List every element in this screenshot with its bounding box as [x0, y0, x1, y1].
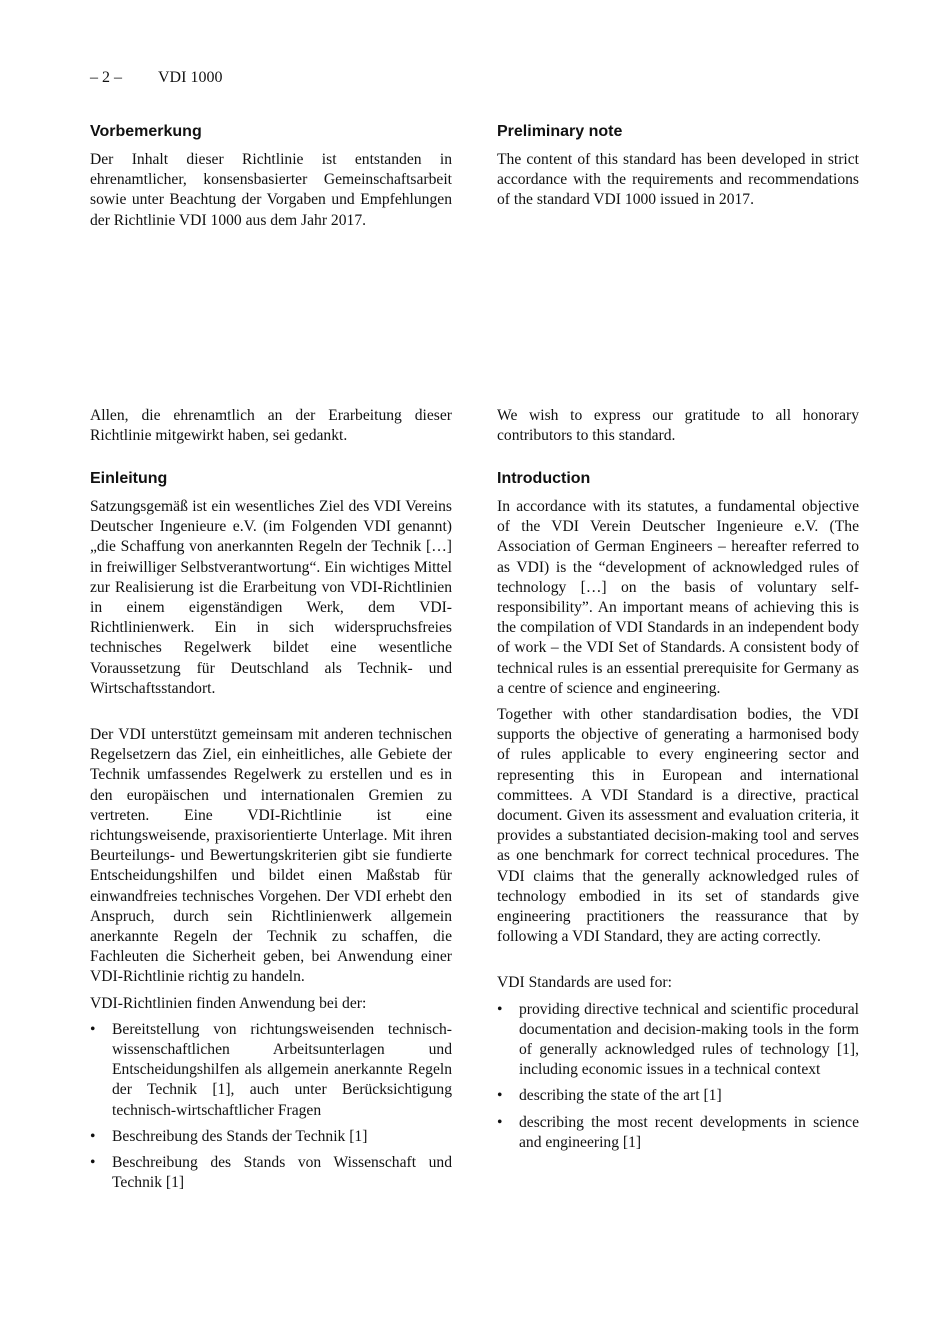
- preface-heading-en: Preliminary note: [497, 123, 623, 140]
- introduction-para2-en: Together with other standardisation bodies, the VDI supports the objective of generating a harmonised body of rules applicable to every engineering sector and representing this in European and international committees. A VDI Standard is a directive, practical document. Given its assessment and evaluation criteria, it provides a substantiated decision-making tool and serves as one benchmark for correct technical procedures. The VDI claims that the generally acknowledged rules of technology embodied in its set of standards give engineering practitioners the reassurance that by following a VDI Standard, they are acting correctly.: [497, 706, 859, 946]
- list-item: • describing the most recent developments in science and engineering [1]: [497, 1113, 859, 1153]
- introduction-para1-de: Satzungsgemäß ist ein wesentliches Ziel des VDI Vereins Deutscher Ingenieure e.V. (im Folgenden VDI genannt) „die Schaffung von anerkannten Regeln der Technik […] in freiwilliger Selbstverantwortung“. Ein wichtiges Mittel zur Realisierung ist die Erarbeitung von VDI-Richtlinien in einem eigenständigen Werk, dem VDI-Richtlinienwerk. Ein in sich widerspruchsfreies technisches Regelwerk bildet eine wesentliche Voraussetzung für Deutschland als Technik- und Wirtschaftsstandort.: [90, 498, 452, 697]
- usage-list-en: [497, 1000, 859, 1153]
- thanks-section-de: [90, 406, 452, 446]
- introduction-para3-de: VDI-Richtlinien finden Anwendung bei der:: [90, 994, 367, 1012]
- page-header: [90, 68, 222, 88]
- introduction-heading-en: Introduction: [497, 470, 591, 487]
- list-item: • providing directive technical and scientific procedural documentation and decision-making tools in the form of generally acknowledged rules of technology [1], including economic issues in a technical context: [497, 1000, 859, 1081]
- list-item: • describing the state of the art [1]: [497, 1086, 859, 1106]
- preface-text-en: The content of this standard has been developed in strict accordance with the requirements and recommendations of the standard VDI 1000 issued in 2017.: [497, 151, 859, 209]
- preface-section-de: [90, 122, 452, 231]
- list-item: • Beschreibung des Stands der Technik [1]: [90, 1127, 452, 1147]
- introduction-heading-de: Einleitung: [90, 470, 168, 487]
- preface-section-en: [497, 122, 859, 211]
- document-id: VDI 1000: [158, 69, 223, 86]
- introduction-para1-en: In accordance with its statutes, a fundamental objective of the VDI Verein Deutscher Ingenieure e.V. (The Association of German Engineers – hereafter referred to as VDI) is the “development of acknowledged rules of technology […] on the basis of voluntary self-responsibility”. An important means of achieving this is the compilation of VDI Standards in an independent body of work – the VDI Set of Standards. A consistent body of technical rules is an essential prerequisite for Germany as a centre of science and engineering.: [497, 498, 859, 697]
- introduction-section-en: [497, 469, 859, 1159]
- introduction-para3-en: VDI Standards are used for:: [497, 974, 672, 992]
- list-item: • Bereitstellung von richtungsweisenden technisch-wissenschaftlichen Arbeitsunterlagen und Entscheidungshilfen als allgemein anerkannte Regeln der Technik [1], auch unter Berücksichtigung technisch-wirtschaftlicher Fragen: [90, 1020, 452, 1121]
- introduction-section-de: [90, 469, 452, 1200]
- preface-heading-de: Vorbemerkung: [90, 123, 202, 140]
- introduction-para2-de: Der VDI unterstützt gemeinsam mit anderen technischen Regelsetzern das Ziel, ein einheitliches, alle Gebiete der Technik umfassendes Regelwerk zu erstellen und es in den europäischen und internationalen Gremien zu vertreten. Eine VDI-Richtlinie ist eine richtungsweisende, praxisorientierte Unterlage. Mit ihren Beurteilungs- und Bewertungskriterien gibt sie fundierte Entscheidungshilfen und bildet einen Maßstab für einwandfreies technisches Vorgehen. Der VDI erhebt den Anspruch, durch sein Richtlinienwerk allgemein anerkannte Regeln der Technik zu schaffen, die Fachleuten die Sicherheit geben, bei Anwendung einer VDI-Richtlinie richtig zu handeln.: [90, 726, 452, 986]
- usage-list-de: [90, 1020, 452, 1194]
- list-item: • Beschreibung des Stands von Wissenschaft und Technik [1]: [90, 1153, 452, 1193]
- thanks-text-en: We wish to express our gratitude to all honorary contributors to this standard.: [497, 407, 859, 445]
- page-number: – 2 –: [90, 69, 122, 86]
- thanks-section-en: [497, 406, 859, 446]
- thanks-text-de: Allen, die ehrenamtlich an der Erarbeitung dieser Richtlinie mitgewirkt haben, sei gedankt.: [90, 407, 452, 445]
- english-column: [497, 122, 859, 1222]
- german-column: [90, 122, 452, 1222]
- preface-text-de: Der Inhalt dieser Richtlinie ist entstanden in ehrenamtlicher, konsensbasierter Gemeinschaftsarbeit sowie unter Beachtung der Vorgaben und Empfehlungen der Richtlinie VDI 1000 aus dem Jahr 2017.: [90, 151, 452, 229]
